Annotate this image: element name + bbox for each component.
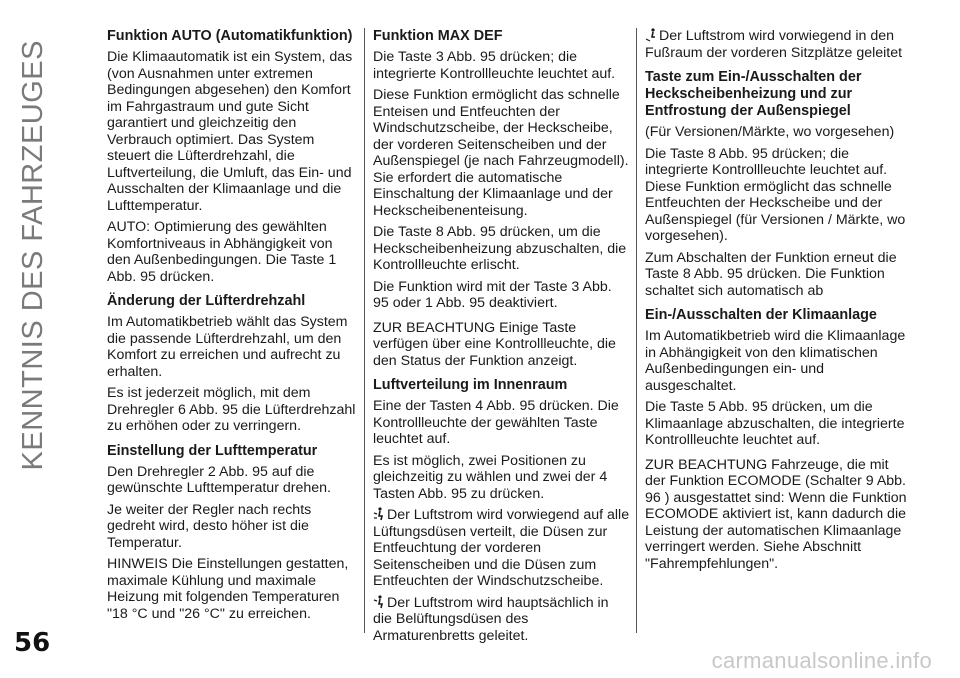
paragraph-maxdef-2: Diese Funktion ermöglicht das schnelle Enteisen und Entfeuchten der Windschutzscheibe, der Heckscheibe, der vorderen Seitenscheiben und der Außenspiegel (je nach Fahrzeugmodell). Sie erfordert die automatische Einschaltung der Klimaanlage und der Heckscheibenenteisung. [373,87,629,219]
paragraph-ac-2: Die Taste 5 Abb. 95 drücken, um die Klimaanlage abzuschalten, die integrierte Kontrollleuchte leuchtet auf. [645,399,905,448]
auto-term: AUTO [107,219,147,235]
column-2 [373,28,631,649]
paragraph-ac-1: Im Automatikbetrieb wird die Klimaanlage in Abhängigkeit von den klimatischen Außenbedingungen ein- und ausgeschaltet. [645,328,906,394]
paragraph-air-4 [373,595,631,645]
column-3 [645,28,907,577]
paragraph-ecomode-note: ZUR BEACHTUNG Fahrzeuge, die mit der Funktion ECOMODE (Schalter 9 Abb. 96 ) ausgestattet sind: Wenn die Funktion ECOMODE aktiviert ist, kann dadurch die Leistung der automatischen Klimaanlage verringert werden. Siehe Abschnitt "Fahrempfehlungen". [645,456,907,572]
section-side-title [8,40,58,600]
paragraph-fan-2: Es ist jederzeit möglich, mit dem Drehregler 6 Abb. 95 die Lüfterdrehzahl zu erhöhen oder zu verringern. [107,385,356,434]
feet-text: Der Luftstrom wird vorwiegend in den Fußraum der vorderen Sitzplätze geleitet [645,28,903,61]
paragraph-temp-note: HINWEIS Die Einstellungen gestatten, maximale Kühlung und maximale Heizung mit folgenden Temperaturen "18 °C und "26 °C" zu erreichen. [107,556,349,622]
column-divider-1 [364,28,365,633]
section-title-text: KENNTNIS DES FAHRZEUGES [16,40,49,471]
paragraph-temp-2: Je weiter der Regler nach rechts gedreht wird, desto höher ist die Temperatur. [107,501,312,551]
heading-fan-speed: Änderung der Lüfterdrehzahl [107,293,306,309]
air-text-3: Der Luftstrom wird vorwiegend auf alle Lüftungsdüsen verteilt, die Düsen zur Entfeuchtung der vorderen Seitenscheiben und die Düsen zum Entfeuchten der Windschutzscheibe. [373,507,630,589]
paragraph-rear-1: (Für Versionen/Märkte, wo vorgesehen) [645,124,895,140]
paragraph-air-2: Es ist möglich, zwei Positionen zu gleichzeitig zu wählen und zwei der 4 Tasten Abb. 95 zu drücken. [373,452,608,502]
air-text-4: Der Luftstrom wird hauptsächlich in die Belüftungsdüsen des Armaturenbretts geleitet. [373,594,609,644]
paragraph-air-1: Eine der Tasten 4 Abb. 95 drücken. Die Kontrollleuchte der gewählten Taste leuchtet auf. [373,398,619,447]
watermark: carmanualsonline.info [711,648,932,673]
column-1 [107,28,357,627]
heading-air-distribution: Luftverteilung im Innenraum [373,377,568,393]
heading-auto-function: Funktion AUTO (Automatikfunktion) [107,28,353,44]
heading-air-temperature: Einstellung der Lufttemperatur [107,442,318,459]
heading-max-def: Funktion MAX DEF [373,28,503,44]
person-airflow-feet-icon [645,28,657,42]
paragraph-maxdef-3: Die Taste 8 Abb. 95 drücken, um die Heckscheibenheizung abzuschalten, die Kontrollleuchte erlischt. [373,224,627,273]
paragraph-feet [645,28,907,61]
column-divider-2 [636,28,637,633]
paragraph-fan-1: Im Automatikbetrieb wählt das System die passende Lüfterdrehzahl, um den Komfort zu erreichen und aufrecht zu erhalten. [107,314,348,380]
person-airflow-dashboard-icon [373,595,385,609]
paragraph-note-indicator: ZUR BEACHTUNG Einige Taste verfügen über eine Kontrollleuchte, die den Status der Funktion anzeigt. [373,319,616,369]
paragraph-maxdef-1: Die Taste 3 Abb. 95 drücken; die integrierte Kontrollleuchte leuchtet auf. [373,49,616,82]
paragraph-rear-2: Die Taste 8 Abb. 95 drücken; die integrierte Kontrollleuchte leuchtet auf. Diese Funktion ermöglicht das schnelle Entfeuchten der Heckscheibe und der Außenspiegel (für Versionen / Märkte, wo vorgesehen). [645,145,906,244]
paragraph-air-3 [373,507,631,590]
paragraph-auto-mode [107,219,357,285]
paragraph-rear-3: Zum Abschalten der Funktion erneut die Taste 8 Abb. 95 drücken. Die Funktion schaltet sich automatisch ab [645,249,897,299]
auto-mode-text: : Optimierung des gewählten Komfortniveaus in Abhängigkeit von den Außenbedingungen. Die Taste 1 Abb. 95 drücken. [107,219,337,285]
person-airflow-body-feet-icon [373,507,385,521]
page-number: 56 [14,628,51,658]
heading-rear-window-heating: Taste zum Ein-/Ausschalten der Heckscheibenheizung und zur Entfrostung der Außenspiegel [645,69,862,119]
paragraph-temp-1: Den Drehregler 2 Abb. 95 auf die gewünschte Lufttemperatur drehen. [107,463,331,496]
paragraph-maxdef-4: Die Funktion wird mit der Taste 3 Abb. 95 oder 1 Abb. 95 deaktiviert. [373,278,612,311]
paragraph-auto-intro: Die Klimaautomatik ist ein System, das (von Ausnahmen unter extremen Bedingungen abgesehen) den Komfort im Fahrgastraum und gute Sicht garantiert und gleichzeitig den Verbrauch optimiert. Das System steuert die Lüfterdrehzahl, die Luftverteilung, die Umluft, das Ein- und Ausschalten der Klimaanlage und die Lufttemperatur. [107,49,353,214]
heading-ac-on-off: Ein-/Ausschalten der Klimaanlage [645,307,877,323]
